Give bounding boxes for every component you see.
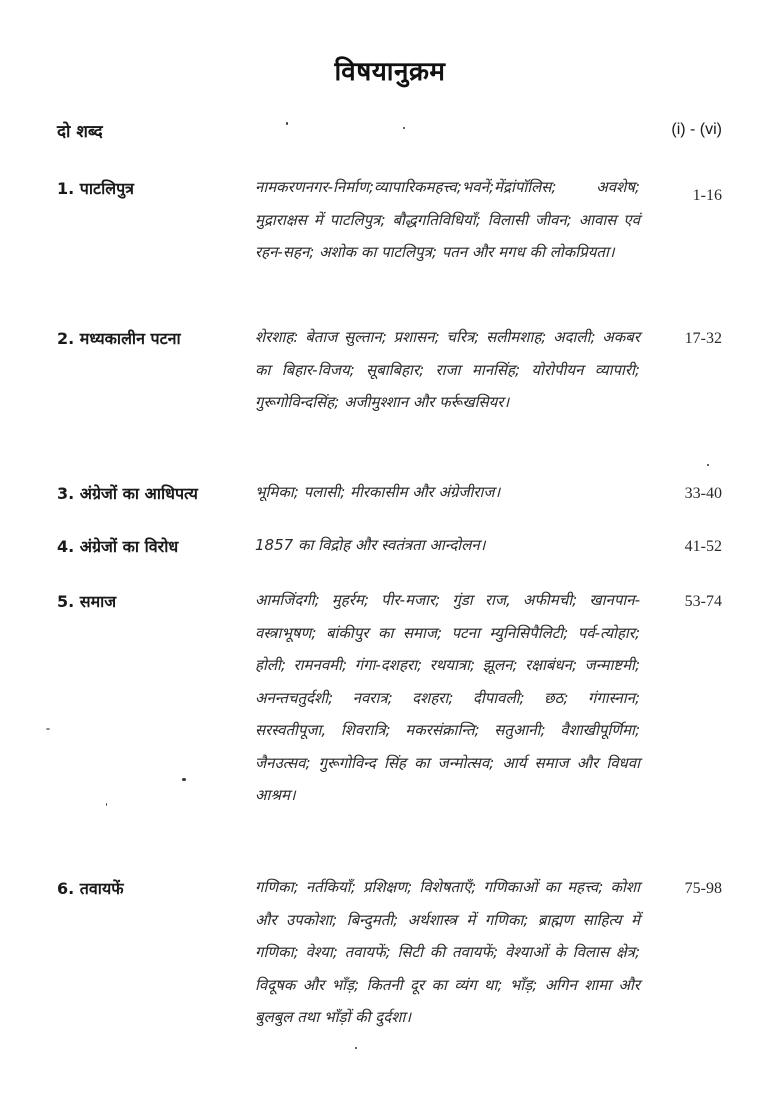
scan-speck [355,1047,357,1049]
chapter-page-range: 75-98 [684,880,722,897]
preface-page-range: (i) - (vi) [671,121,722,138]
chapter-page-range: 17-32 [684,330,722,347]
chapter-topics: गणिका; नर्तकियाँ; प्रशिक्षण; विशेषताएँ; गणिकाओं का महत्त्व; कोशा और उपकोशा; बिन्दुमती; अर्थशास्त्र में गणिका; ब्राह्मण साहित्य में गणिका; वेश्या; तवायफें; सिटी की तवायफें; वेश्याओं के विलास क्षेत्र; विदूषक और भाँड़; कितनी दूर का व्यंग था; भाँड़; अगिन शामा और बुलबुल तथा भाँड़ों की दुर्दशा। [255,878,640,1026]
scan-speck [182,778,186,781]
chapter-topics: भूमिका; पलासी; मीरकासीम और अंग्रेजीराज। [255,483,501,501]
chapter-page-range: 41-52 [684,538,722,555]
chapter-page-range: 1-16 [692,187,722,204]
chapter-page-range: 33-40 [684,485,722,502]
scan-speck [403,127,405,129]
scan-speck [286,122,288,125]
scan-speck [106,803,107,806]
chapter-page-range: 53-74 [684,593,722,610]
preface-label: दो शब्द [57,122,103,142]
chapter-title: 6. तवायफें [57,879,124,898]
chapter-topics: शेरशाह: बेताज सुल्तान; प्रशासन; चरित्र; सलीमशाह; अदाली; अकबर का बिहार-विजय; सूबाबिहार; राजा मानसिंह; योरोपीयन व्यापारी; गुरूगोविन्दसिंह; अजीमुश्शान और फर्रूखसियर। [255,328,640,411]
chapter-topics: 1857 का विद्रोह और स्वतंत्रता आन्दोलन। [255,536,486,554]
page-title: विषयानुक्रम [334,57,446,87]
chapter-title: 3. अंग्रेजों का आधिपत्य [57,484,198,503]
scan-speck [707,464,709,466]
chapter-topics: आमजिंदगी; मुहर्रम; पीर-मजार; गुंडा राज, अफीमची; खानपान-वस्त्राभूषण; बांकीपुर का समाज; पटना म्युनिसिपैलिटी; पर्व-त्योहार; होली; रामनवमी; गंगा-दशहरा; रथयात्रा; झूलन; रक्षाबंधन; जन्माष्टमी; अनन्तचतुर्दशी; नवरात्र; दशहरा; दीपावली; छठ; गंगास्नान; सरस्वतीपूजा, शिवरात्रि; मकरसंक्रान्ति; सतुआनी; वैशाखीपूर्णिमा; जैनउत्सव; गुरूगोविन्द सिंह का जन्मोत्सव; आर्य समाज और विधवा आश्रम। [255,591,640,804]
chapter-title: 2. मध्यकालीन पटना [57,329,181,348]
toc-entry-preface [57,119,722,145]
chapter-topics: नामकरणनगर-निर्माण;व्यापारिकमहत्त्व;भवनें;मेंद्रांपॉलिस; अवशेष; मुद्राराक्षस में पाटलिपुत्र; बौद्धगतिविधियाँ; विलासी जीवन; आवास एवं रहन-सहन; अशोक का पाटलिपुत्र; पतन और मगध की लोकप्रियता। [255,178,640,261]
chapter-title: 5. समाज [57,592,117,611]
chapter-title: 4. अंग्रेजों का विरोध [57,537,179,556]
chapter-title: 1. पाटलिपुत्र [57,179,134,198]
scan-speck [46,728,50,730]
